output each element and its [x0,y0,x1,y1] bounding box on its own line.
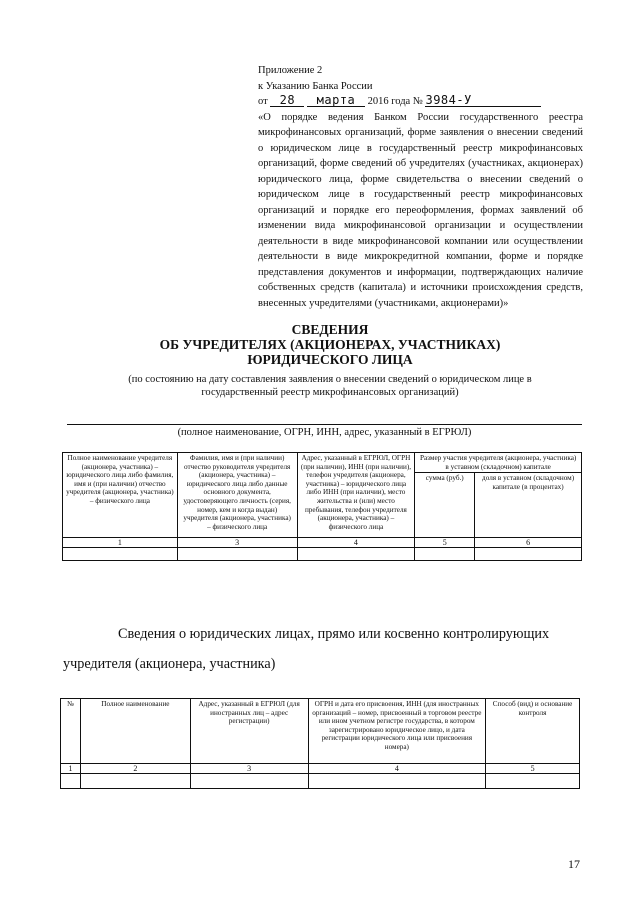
table1-header-head: Фамилия, имя и (при наличии) отчество руководителя учредителя (акционера, участника) – юридического лица либо данные основного документа, удостоверяющего личность (серия, номер, кем и когда выдан) учредителя (акционера, участника) – физического лица [177,453,297,538]
appendix-title: Приложение 2 [258,65,323,76]
table1-colnum: 6 [475,538,582,548]
table2-header-number: № [61,699,81,764]
appendix-about-text: «О порядке ведения Банком России государственного реестра микрофинансовых организаций, форме заявления о внесении сведений о юридическом лице в государственный реестр микрофинансовых организаций, форме сведений об учредителях (участниках, акционерах) юридического лица, форме свидетельства о внесении сведений о юридическом лице в государственный реестр микрофинансовых организаций и порядке его переоформления, формах заявлений об изменении вида микрофинансовой организации и осуществлении деятельности в виде микрофинансовой компании или осуществлении деятельности в виде микрокредитной компании, форме и порядке представления документов и информации, подтверждающих наличие собственных средств (капитала) и источники происхождения средств, внесенных учредителями (участниками, акционерами)» [258,111,583,309]
document-number: 3984-У [425,94,541,107]
table1-header-share-group: Размер участия учредителя (акционера, участника) в уставном (складочном) капитале [415,453,582,473]
appendix-reference: к Указанию Банка России [258,80,373,92]
table2-header-name: Полное наименование [80,699,190,764]
table2-header-control: Способ (вид) и основание контроля [486,699,580,764]
table2-empty-row [61,774,580,789]
table1-header-name: Полное наименование учредителя (акционера, участника) – юридического лица либо фамилия, имя и (при наличии) отчество учредителя (акционера, участника) – физического лица [63,453,178,538]
heading-line-3: ЮРИДИЧЕСКОГО ЛИЦА [247,352,413,367]
table2-colnum: 1 [61,764,81,774]
controlling-persons-table [60,698,580,789]
table1-colnum: 3 [177,538,297,548]
date-day: 28 [270,94,304,107]
controlling-persons-section [63,619,588,672]
table1-header-percent: доля в уставном (складочном) капитале (в процентах) [475,473,582,538]
heading-note: (по состоянию на дату составления заявления о внесении сведений о юридическом лице в государственный реестр микрофинансовых организаций) [128,374,532,398]
table2-colnum: 4 [308,764,486,774]
table2-header-ogrn: ОГРН и дата его присвоения, ИНН (для иностранных организаций – номер, присвоенный в торговом реестре или ином учетном регистре государства, в котором зарегистрировано юридическое лицо, и дата регистрации юридического лица или присвоения номера) [308,699,486,764]
table1-empty-row [63,548,582,561]
appendix-date-line [258,94,583,110]
founders-table [62,452,582,561]
appendix-block [258,63,583,311]
date-prefix: от [258,96,268,107]
date-year: 2016 года № [367,96,423,107]
section2-line-2: учредителя (акционера, участника) [63,656,276,672]
heading-line-1: СВЕДЕНИЯ [291,322,369,337]
fullname-caption: (полное наименование, ОГРН, ИНН, адрес, указанный в ЕГРЮЛ) [177,427,472,438]
table2-header-address: Адрес, указанный в ЕГРЮЛ (для иностранных лиц – адрес регистрации) [190,699,308,764]
table1-colnum: 4 [297,538,415,548]
page-number: 17 [568,857,580,871]
table2-colnum: 5 [486,764,580,774]
table2-colnum: 2 [80,764,190,774]
document-heading [60,322,600,367]
table1-header-address: Адрес, указанный в ЕГРЮЛ, ОГРН (при наличии), ИНН (при наличии), телефон учредителя (акционера, участника) – юридического лица либо ИНН (при наличии), место жительства и (или) место пребывания, телефон учредителя (акционера, участника) – физического лица [297,453,415,538]
table1-header-sum: сумма (руб.) [415,473,475,538]
section2-line-1: Сведения о юридических лицах, прямо или косвенно контролирующих [118,626,550,642]
table2-colnum: 3 [190,764,308,774]
heading-line-2: ОБ УЧРЕДИТЕЛЯХ (АКЦИОНЕРАХ, УЧАСТНИКАХ) [159,337,501,352]
date-month: марта [307,94,365,107]
fullname-blank-line [67,424,582,425]
table1-colnum: 5 [415,538,475,548]
table1-colnum: 1 [63,538,178,548]
